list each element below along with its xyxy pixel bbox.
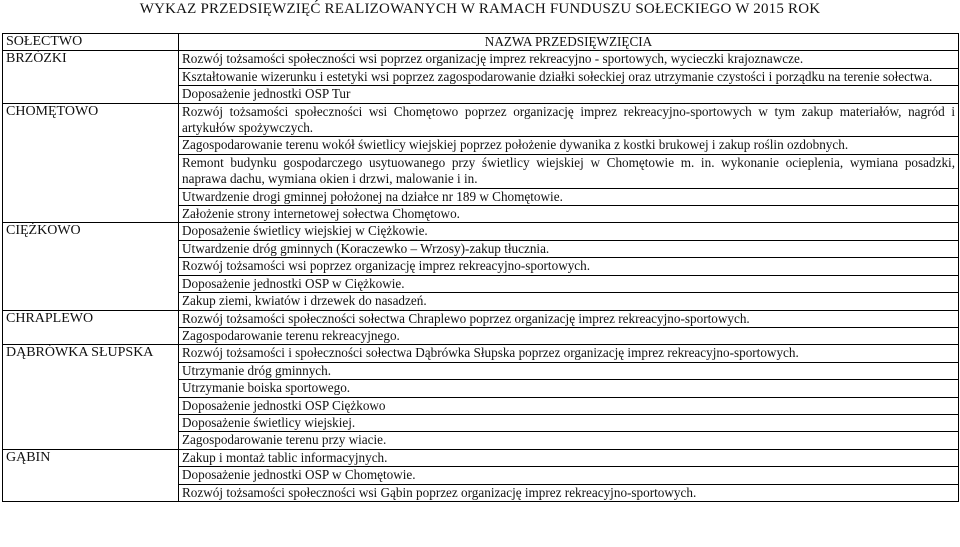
project-cell xyxy=(179,86,959,103)
project-text: Założenie strony internetowej sołectwa Chomętowo. xyxy=(182,206,460,222)
project-text: Doposażenie jednostki OSP w Ciężkowie. xyxy=(182,275,405,291)
table-row xyxy=(3,103,959,137)
project-cell xyxy=(179,240,959,257)
project-text: Zagospodarowanie terenu przy wiacie. xyxy=(182,432,387,448)
project-text: Utrzymanie boiska sportowego. xyxy=(182,380,351,396)
table-row xyxy=(3,449,959,466)
project-cell xyxy=(179,449,959,466)
project-text: Rozwój tożsamości i społeczności sołectwa Dąbrówka Słupska poprzez organizację imprez rekreacyjno-sportowych. xyxy=(182,345,799,361)
project-cell xyxy=(179,484,959,501)
project-text: Rozwój tożsamości społeczności wsi poprzez organizację imprez rekreacyjno - sportowych, wycieczki krajoznawcze. xyxy=(182,51,804,67)
project-text: Doposażenie jednostki OSP w Chomętowie. xyxy=(182,467,416,483)
village-cell: GĄBIN xyxy=(3,449,179,501)
project-text: Doposażenie jednostki OSP Tur xyxy=(182,86,351,102)
project-column-header: NAZWA PRZEDSIĘWZIĘCIA xyxy=(179,34,959,51)
project-cell xyxy=(179,414,959,431)
table-row xyxy=(3,345,959,362)
project-cell xyxy=(179,397,959,414)
project-text: Zagospodarowanie terenu rekreacyjnego. xyxy=(182,327,400,343)
project-cell xyxy=(179,223,959,240)
project-text: Utwardzenie dróg gminnych (Koraczewko – Wrzosy)-zakup tłucznia. xyxy=(182,240,550,256)
table-header-row xyxy=(3,34,959,51)
project-cell xyxy=(179,432,959,449)
project-text: Rozwój tożsamości wsi poprzez organizację imprez rekreacyjno-sportowych. xyxy=(182,258,591,274)
project-cell xyxy=(179,68,959,85)
project-text: Doposażenie jednostki OSP Ciężkowo xyxy=(182,397,386,413)
project-cell xyxy=(179,206,959,223)
project-text: Zagospodarowanie terenu wokół świetlicy wiejskiej poprzez położenie dywanika z kostki brukowej i zakup roślin ozdobnych. xyxy=(182,137,849,153)
village-cell: CHOMĘTOWO xyxy=(3,103,179,223)
project-cell xyxy=(179,51,959,68)
project-text: Rozwój tożsamości społeczności wsi Chomętowo poprzez organizację imprez rekreacyjno-sportowych w tym zakup materiałów, nagród i artykułów spożywczych. xyxy=(182,103,955,136)
village-cell: DĄBRÓWKA SŁUPSKA xyxy=(3,345,179,449)
projects-table xyxy=(2,33,959,502)
project-cell xyxy=(179,258,959,275)
project-text: Rozwój tożsamości społeczności sołectwa Chraplewo poprzez organizację imprez rekreacyjno-sportowych. xyxy=(182,310,750,326)
project-cell xyxy=(179,327,959,344)
project-text: Zakup ziemi, kwiatów i drzewek do nasadzeń. xyxy=(182,293,427,309)
project-cell xyxy=(179,362,959,379)
project-text: Rozwój tożsamości społeczności wsi Gąbin poprzez organizację imprez rekreacyjno-sportowych. xyxy=(182,484,697,500)
table-row xyxy=(3,51,959,68)
project-text: Utrzymanie dróg gminnych. xyxy=(182,362,332,378)
village-cell: BRZÓZKI xyxy=(3,51,179,103)
project-text: Kształtowanie wizerunku i estetyki wsi poprzez zagospodarowanie działki sołeckiej oraz utrzymanie czystości i porządku na terenie sołectwa. xyxy=(182,68,933,84)
project-cell xyxy=(179,293,959,310)
project-cell xyxy=(179,103,959,137)
project-cell xyxy=(179,345,959,362)
table-body xyxy=(3,51,959,502)
project-text: Doposażenie świetlicy wiejskiej. xyxy=(182,414,356,430)
village-column-header: SOŁECTWO xyxy=(3,34,179,51)
table-row xyxy=(3,223,959,240)
project-cell xyxy=(179,275,959,292)
project-cell xyxy=(179,154,959,188)
project-cell xyxy=(179,188,959,205)
project-text: Doposażenie świetlicy wiejskiej w Ciężkowie. xyxy=(182,223,428,239)
table-row xyxy=(3,310,959,327)
project-cell xyxy=(179,310,959,327)
project-text: Remont budynku gospodarczego usytuowanego przy świetlicy wiejskiej w Chomętowie m. in. wykonanie ocieplenia, wymiana posadzki, naprawa dachu, wymiana okien i drzwi, malowanie i in. xyxy=(182,154,955,187)
project-cell xyxy=(179,380,959,397)
village-cell: CHRAPLEWO xyxy=(3,310,179,345)
village-cell: CIĘŻKOWO xyxy=(3,223,179,310)
project-cell xyxy=(179,137,959,154)
project-text: Utwardzenie drogi gminnej położonej na działce nr 189 w Chomętowie. xyxy=(182,188,563,204)
document-title: WYKAZ PRZEDSIĘWZIĘĆ REALIZOWANYCH W RAMACH FUNDUSZU SOŁECKIEGO W 2015 ROK xyxy=(139,1,821,17)
project-cell xyxy=(179,467,959,484)
project-text: Zakup i montaż tablic informacyjnych. xyxy=(182,449,388,465)
